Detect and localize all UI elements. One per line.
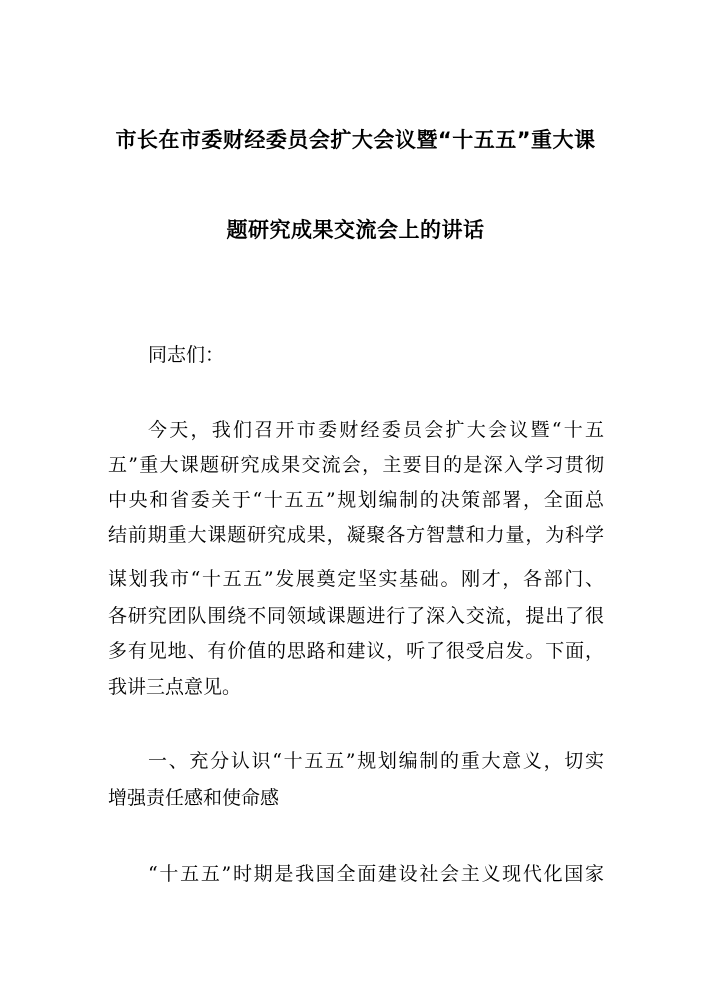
paragraph-1-line-8: 我讲三点意见。	[108, 676, 242, 698]
paragraph-1-line-1: 今天，我们召开市委财经委员会扩大会议暨“十五	[148, 419, 604, 441]
paragraph-1-line-2: 五”重大课题研究成果交流会，主要目的是深入学习贯彻	[108, 454, 604, 476]
salutation: 同志们：	[148, 344, 225, 366]
paragraph-2-line-1: “十五五”时期是我国全面建设社会主义现代化国家	[148, 863, 604, 885]
section-heading-1-line-1: 一、充分认识“十五五”规划编制的重大意义，切实	[148, 750, 604, 772]
document-title-line-1: 市长在市委财经委员会扩大会议暨“十五五”重大课	[115, 128, 596, 152]
section-heading-1-line-2: 增强责任感和使命感	[108, 787, 280, 809]
paragraph-1-line-3: 中央和省委关于“十五五”规划编制的决策部署，全面总	[108, 489, 604, 511]
paragraph-1-line-5: 谋划我市“十五五”发展奠定坚实基础。刚才，各部门、	[108, 568, 604, 590]
paragraph-1-line-6: 各研究团队围绕不同领域课题进行了深入交流，提出了很	[108, 605, 604, 627]
paragraph-1-line-4: 结前期重大课题研究成果，凝聚各方智慧和力量，为科学	[108, 524, 604, 546]
document-title-line-2: 题研究成果交流会上的讲话	[226, 218, 485, 242]
paragraph-1-line-7: 多有见地、有价值的思路和建议，听了很受启发。下面，	[108, 640, 604, 662]
